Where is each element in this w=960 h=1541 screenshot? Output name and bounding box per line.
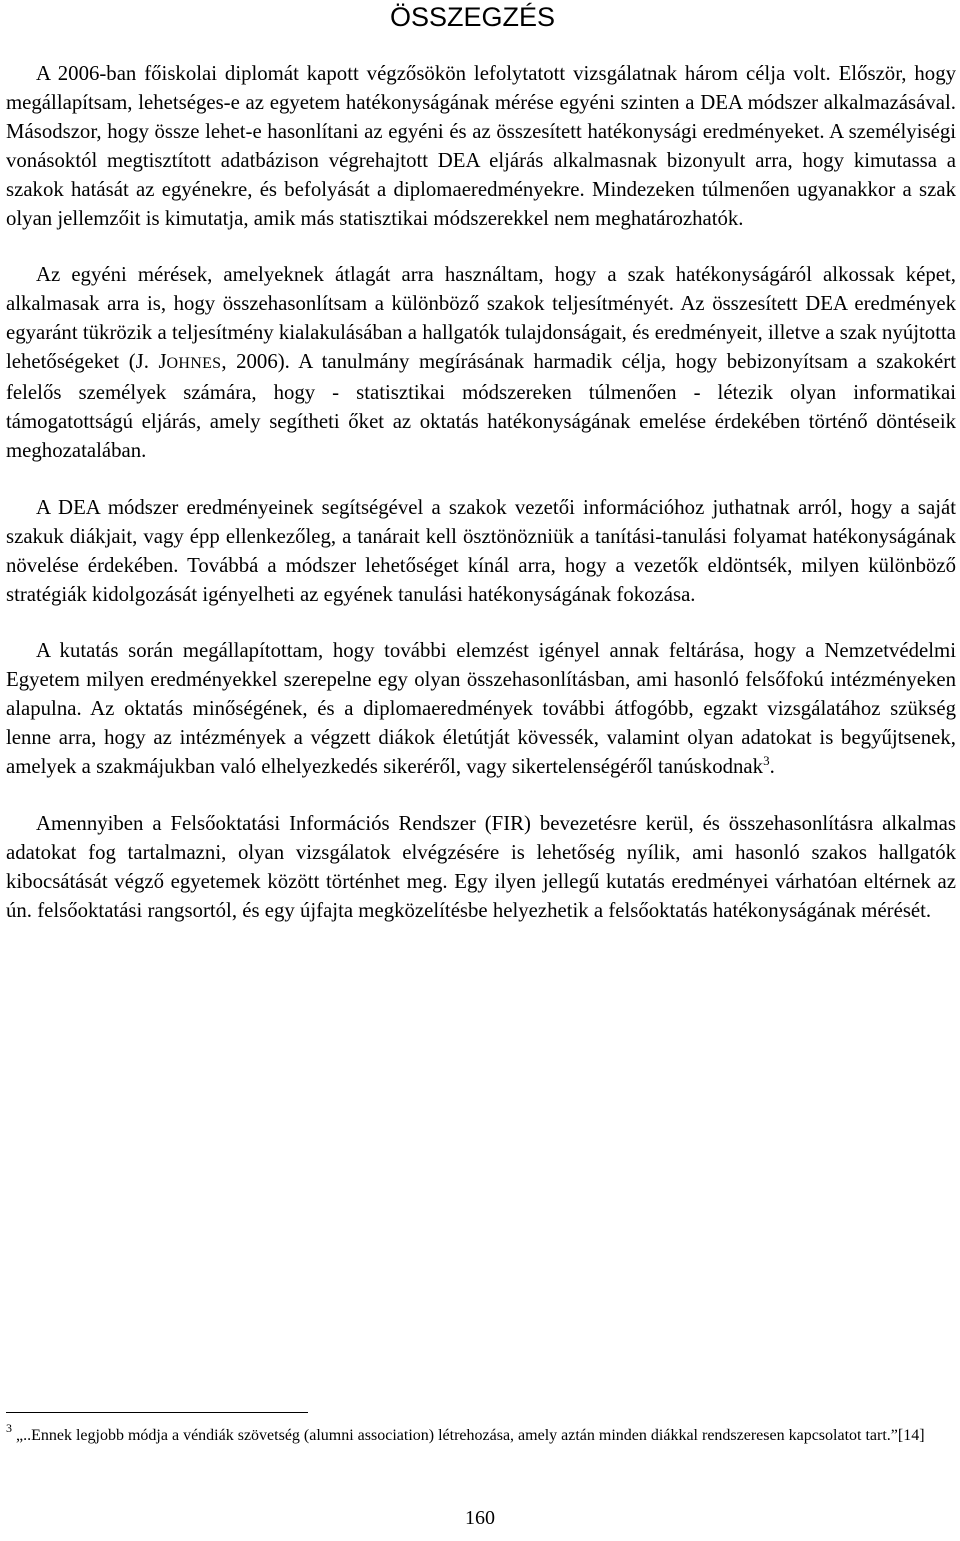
- paragraph-2-text-before: Az egyéni mérések, amelyeknek átlagát arra használtam, hogy a szak hatékonyságáról alkossak képet, alkalmasak arra is, hogy összehasonlítsam a különböző szakok teljesítményét. Az összesített DEA eredmények egyaránt tükrözik a teljesítmény kialakulásában a hallgatók tulajdonságait, és eredményeit, illetve a szak nyújtotta lehetőségeket (J. J: [6, 263, 956, 374]
- footnote-reference[interactable]: 3: [763, 753, 770, 769]
- paragraph-3: [6, 494, 956, 610]
- page-heading: ÖSSZEGZÉS: [390, 2, 556, 32]
- paragraph-2-text-after: , 2006). A tanulmány megírásának harmadik célja, hogy bebizonyítsam a szakokért felelős személyek számára, hogy - statisztikai módszereken túlmenően - létezik olyan informatikai támogatottságú eljárás, amely segítheti őket az oktatás hatékonyságának emelése érdekében történő döntéseik meghozatalában.: [6, 350, 956, 462]
- footnote-number: 3: [6, 1421, 12, 1435]
- body-text: [6, 60, 956, 926]
- page-number: 160: [465, 1507, 495, 1529]
- citation-author: OHNES: [166, 355, 222, 373]
- paragraph-1: [6, 60, 956, 233]
- paragraph-3-text: A DEA módszer eredményeinek segítségével a szakok vezetői információhoz juthatnak arról, hogy a saját szakuk diákjait, vagy épp ellenkezőleg, a tanárait kell ösztönözniük a tanítási-tanulási folyamat hatékonyságának növelése érdekében. Továbbá a módszer lehetőséget kínál arra, hogy a vezetők eldöntsék, milyen különböző stratégiák kidolgozását igényelheti az egyének tanulási hatékonyságának fokozása.: [6, 495, 956, 606]
- footnote-text: „..Ennek legjobb módja a véndiák szövetség (alumni association) létrehozása, amely aztán minden diákkal rendszeresen kapcsolatot tart.”[14]: [16, 1427, 925, 1444]
- paragraph-4-text-end: .: [769, 755, 775, 779]
- paragraph-2: [6, 261, 956, 465]
- paragraph-4: [6, 637, 956, 782]
- paragraph-4-text: A kutatás során megállapítottam, hogy további elemzést igényel annak feltárása, hogy a Nemzetvédelmi Egyetem milyen eredményekkel szerepelne egy olyan összehasonlításban, ami hasonló felsőfokú intézményeken alapulna. Az oktatás minőségének, és a diplomaeredmények további átfogóbb, egzakt vizsgálatához szükség lenne arra, hogy az intézmények a végzett diákok életútját kövessék, valamint olyan adatokat is begyűjtsenek, amelyek a szakmájukban való elhelyezkedés sikeréről, vagy sikertelenségéről tanúskodnak: [6, 639, 956, 779]
- paragraph-1-text: A 2006-ban főiskolai diplomát kapott végzősökön lefolytatott vizsgálatnak három célja volt. Először, hogy megállapítsam, lehetséges-e az egyetem hatékonyságának mérése egyéni szinten a DEA módszer alkalmazásával. Másodszor, hogy össze lehet-e hasonlítani az egyéni és az összesített hatékonysági eredményeket. A személyiségi vonásoktól megtisztított adatbázison végrehajtott DEA eljárás alkalmasnak bizonyult arra, hogy kimutassa a szakok hatását az egyénekre, és befolyását a diplomaeredményekre. Mindezeken túlmenően ugyanakkor a szak olyan jellemzőit is kimutatja, amik más statisztikai módszerekkel nem meghatározhatók.: [6, 62, 956, 230]
- paragraph-5-text: Amennyiben a Felsőoktatási Információs Rendszer (FIR) bevezetésre kerül, és összehasonlításra alkalmas adatokat fog tartalmazni, olyan vizsgálatok elvégzésére is lehetőség nyílik, ami hasonló szakos hallgatók kibocsátását végző egyetemek között történhet meg. Egy ilyen jellegű kutatás eredményei várhatóan eltérnek az ún. felsőoktatási rangsortól, és egy újfajta megközelítésbe helyezhetik a felsőoktatás hatékonyságának mérését.: [6, 811, 956, 922]
- paragraph-5: [6, 810, 956, 926]
- footnote: [6, 1421, 956, 1448]
- footnote-separator: [6, 1412, 308, 1413]
